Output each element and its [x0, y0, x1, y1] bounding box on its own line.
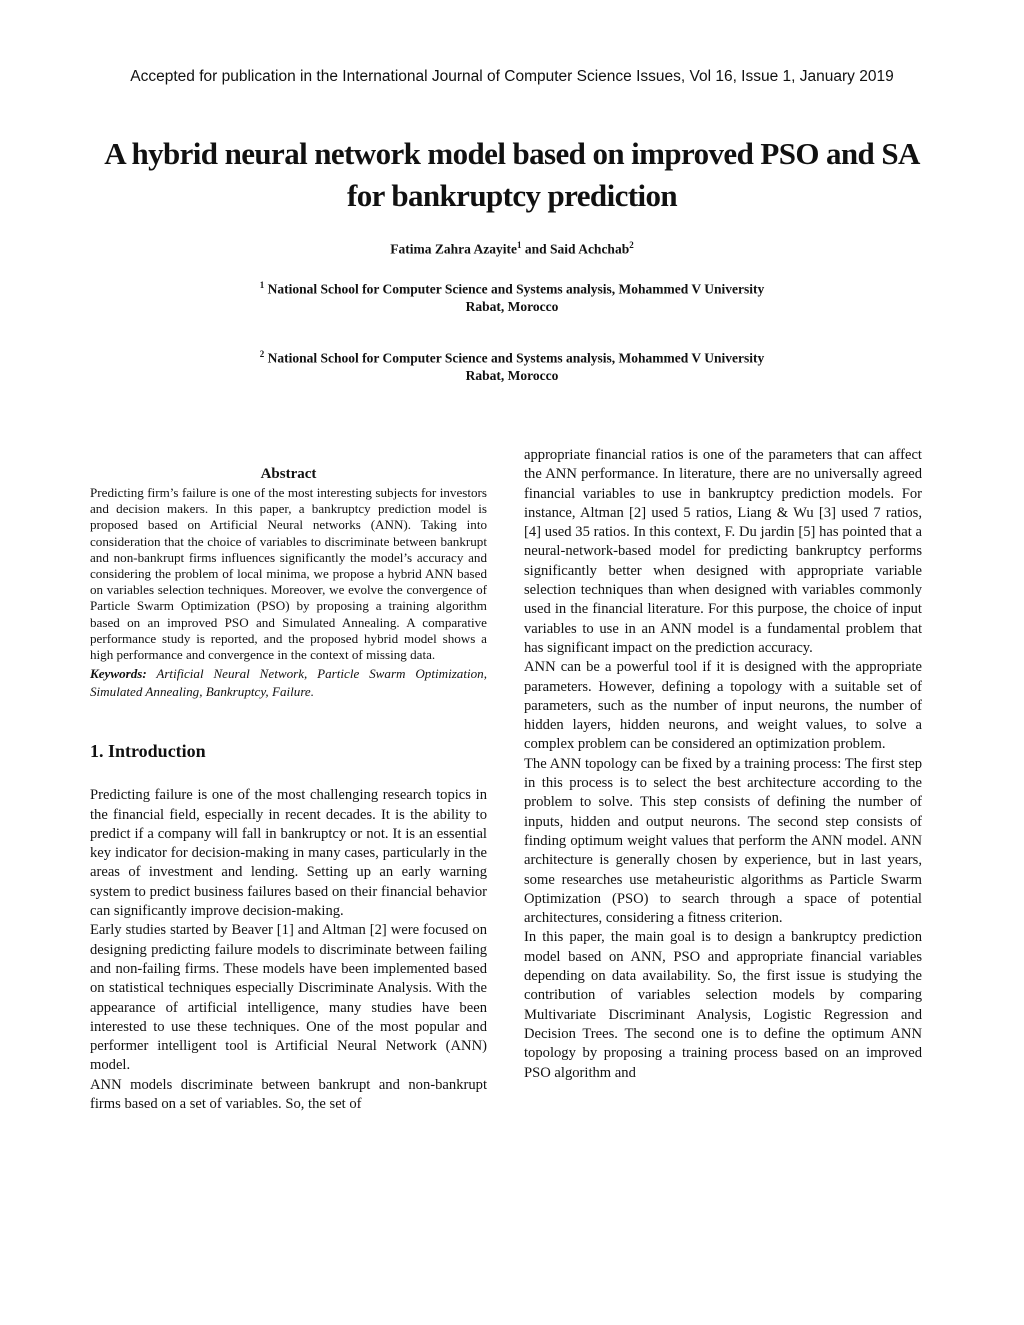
author-conjunction: and — [521, 241, 551, 257]
paper-title — [60, 133, 964, 217]
right-column — [524, 446, 922, 1083]
section-heading-introduction: 1. Introduction — [90, 741, 206, 762]
intro-paragraph-2: Early studies started by Beaver [1] and Altman [2] were focused on designing predicting failure models to discriminate between failing and non-failing firms. These models have been implemented based on statistical techniques especially Discriminate Analysis. With the appearance of artificial intelligence, many studies have been interested to use these techniques. One of the most popular and performer intelligent tool is Artificial Neural Network (ANN) model. — [90, 922, 487, 1074]
intro-paragraph-6: In this paper, the main goal is to design a bankruptcy prediction model based on ANN, PSO and appropriate financial variables depending on data availability. So, the first issue is studying the contribution of variables selection models by comparing Multivariate Discriminant Analysis, Logistic Regression and Decision Trees. The second one is to define the optimum ANN topology by proposing a training process based on an improved PSO algorithm and — [524, 929, 922, 1081]
intro-paragraph-3-cont: appropriate financial ratios is one of the parameters that can affect the ANN performance. In literature, there are no universally agreed financial variables to use in bankruptcy prediction models. For instance, Altman [2] used 5 ratios, Liang & Wu [3] used 7 ratios, [4] used 35 ratios. In this context, F. Du jardin [5] has pointed that a neural-network-based model for predicting bankruptcy performs significantly better when designed with appropriate variable selection techniques than when designed with variables commonly used in the financial literature. For this purpose, the choice of input variables to use in an ANN model is a fundamental problem that has significant impact on the prediction accuracy. — [524, 447, 922, 656]
affiliation-1-line-2: Rabat, Morocco — [465, 298, 559, 314]
abstract-text: Predicting firm’s failure is one of the most interesting subjects for investors and decision makers. In this paper, a bankruptcy prediction model is proposed based on Artificial Neural networks (ANN). Taking into consideration that the choice of variables to discriminate between bankrupt and non-bankrupt firms influences significantly the model’s accuracy and considering the problem of local minima, we propose a hybrid ANN based on variables selection techniques. Moreover, we evolve the convergence of Particle Swarm Optimization (PSO) by proposing a training algorithm based on an improved PSO and Simulated Annealing. A comparative performance study is reported, and the proposed hybrid model shows a high performance and convergence in the context of missing data. — [90, 485, 487, 663]
author-2: Said Achchab — [550, 241, 630, 257]
author-list — [0, 240, 1024, 258]
intro-paragraph-4: ANN can be a powerful tool if it is designed with the appropriate parameters. However, defining a topology with a suitable set of parameters, such as the number of input neurons, the number of hidden layers, hidden neurons, and weight values, to solve a complex problem can be considered an optimization problem. — [524, 659, 922, 753]
abstract-heading: Abstract — [260, 466, 317, 482]
keywords — [90, 665, 487, 701]
keywords-list: Artificial Neural Network, Particle Swarm Optimization, Simulated Annealing, Bankruptcy, Failure. — [90, 666, 487, 700]
title-line-2: for bankruptcy prediction — [346, 178, 678, 213]
title-line-1: A hybrid neural network model based on improved PSO and SA — [104, 136, 920, 171]
author-1-affil-mark: 1 — [517, 240, 522, 250]
keywords-label: Keywords: — [90, 666, 147, 682]
affiliation-1-line-1: National School for Computer Science and Systems analysis, Mohammed V University — [264, 281, 765, 297]
intro-paragraph-1: Predicting failure is one of the most challenging research topics in the financial field, especially in recent decades. It is the ability to predict if a company will fall in bankruptcy or not. It is an essential key indicator for decision-making in many cases, particularly in the areas of investment and lending. Setting up an early warning system to predict business failures based on their financial behavior can significantly improve decision-making. — [90, 787, 487, 920]
left-column — [90, 466, 487, 1114]
affiliation-2-line-2: Rabat, Morocco — [465, 367, 559, 383]
affiliation-1-mark: 1 — [259, 280, 265, 290]
author-2-affil-mark: 2 — [629, 240, 634, 250]
running-head: Accepted for publication in the International Journal of Computer Science Issues, Vol 16, Issue 1, January 2019 — [130, 68, 894, 85]
author-1: Fatima Zahra Azayite — [390, 241, 518, 257]
intro-paragraph-3: ANN models discriminate between bankrupt and non-bankrupt firms based on a set of variables. So, the set of — [90, 1076, 487, 1112]
affiliation-1 — [0, 277, 1024, 315]
intro-paragraph-5: The ANN topology can be fixed by a training process: The first step in this process is to select the best architecture according to the problem to solve. This step consists of defining the number of inputs, hidden and output neurons. The second step consists of finding optimum weight values that perform the ANN model. ANN architecture is generally chosen by experience, but in last years, some researches use metaheuristic algorithms as Particle Swarm Optimization (PSO) to search through a space of potential architectures, considering a fitness criterion. — [524, 755, 922, 927]
affiliation-2 — [0, 346, 1024, 384]
affiliation-2-line-1: National School for Computer Science and Systems analysis, Mohammed V University — [264, 350, 765, 366]
affiliation-2-mark: 2 — [259, 349, 265, 359]
